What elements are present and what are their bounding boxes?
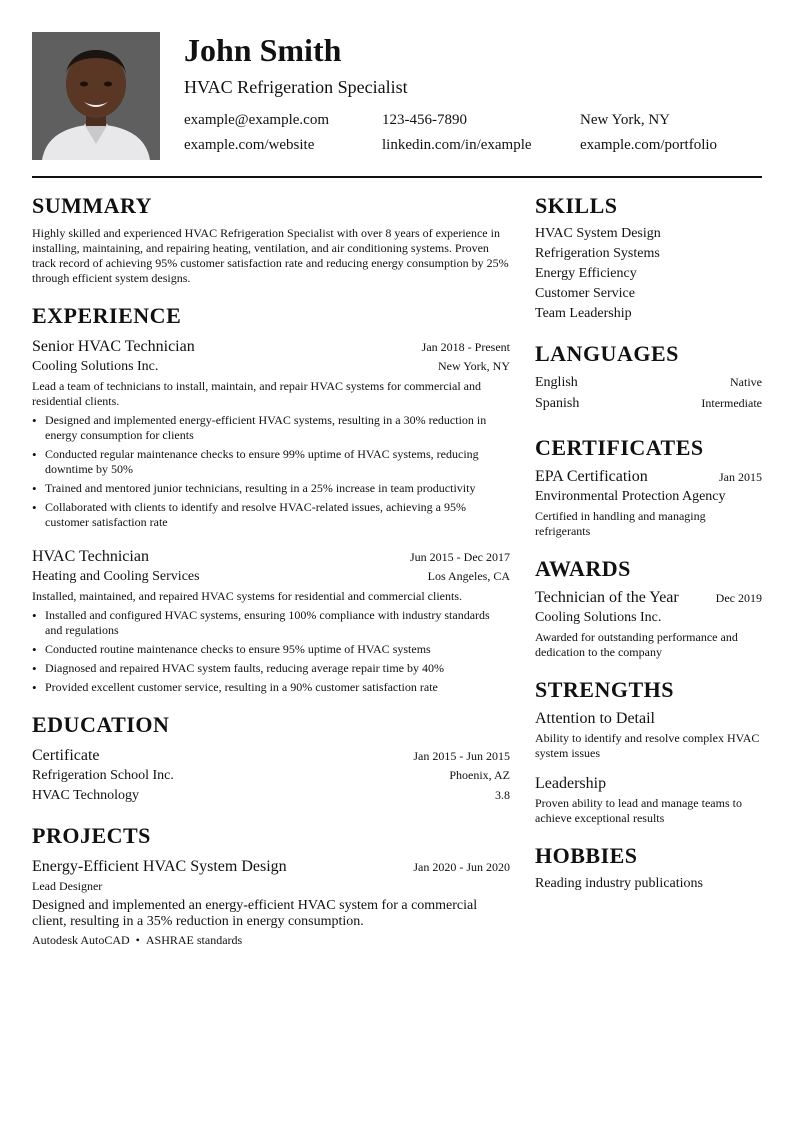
- skill-item: Customer Service: [535, 286, 635, 301]
- language-level: Native: [730, 375, 762, 389]
- contact-location: New York, NY: [580, 112, 671, 128]
- strength-description: Ability to identify and resolve complex HVAC system issues: [535, 731, 760, 760]
- summary-section: [32, 192, 510, 286]
- project-dates: Jan 2020 - Jun 2020: [413, 860, 510, 874]
- certificates-section: [535, 434, 762, 539]
- contact-website[interactable]: example.com/website: [184, 137, 315, 153]
- skills-list: [535, 224, 762, 324]
- job-entry: [32, 546, 510, 695]
- skills-section: [535, 192, 762, 324]
- section-heading: LANGUAGES: [535, 341, 679, 366]
- list-item: • Conducted routine maintenance checks to ensure 95% uptime of HVAC systems: [32, 642, 510, 657]
- hobby-item: Reading industry publications: [535, 876, 703, 891]
- language-name: English: [535, 375, 578, 390]
- section-heading: SKILLS: [535, 193, 618, 218]
- education-dates: Jan 2015 - Jun 2015: [413, 749, 510, 763]
- strengths-section: [535, 676, 762, 826]
- strength-description: Proven ability to lead and manage teams to achieve exceptional results: [535, 796, 742, 825]
- project-tool: ASHRAE standards: [145, 933, 243, 947]
- summary-text: Highly skilled and experienced HVAC Refrigeration Specialist with over 8 years of experience in installing, maintaining, and repairing heating, ventilation, and air conditioning systems. Proven track record of achieving 95% customer satisfaction rate and reducing energy consumption by 25% through efficient system designs.: [32, 226, 509, 285]
- person-portrait-icon: [32, 32, 160, 160]
- award-name: Technician of the Year: [535, 589, 679, 606]
- left-column: [32, 192, 510, 964]
- job-location: Los Angeles, CA: [427, 569, 510, 583]
- job-description: Lead a team of technicians to install, maintain, and repair HVAC systems for commercial and residential clients.: [32, 379, 481, 408]
- skill-item: Refrigeration Systems: [535, 246, 660, 261]
- section-heading: EDUCATION: [32, 712, 170, 737]
- project-description: Designed and implemented an energy-efficient HVAC system for a commercial client, resulting in a 35% reduction in energy consumption.: [32, 898, 478, 929]
- job-company: Cooling Solutions Inc.: [32, 359, 159, 374]
- strength-entry: [535, 773, 762, 826]
- education-school: Refrigeration School Inc.: [32, 768, 174, 783]
- certificate-issuer: Environmental Protection Agency: [535, 489, 726, 504]
- job-role: HVAC Technician: [32, 548, 149, 565]
- language-item: [535, 372, 762, 393]
- job-achievements: [32, 413, 510, 530]
- education-gpa: 3.8: [495, 788, 510, 802]
- contact-portfolio[interactable]: example.com/portfolio: [580, 137, 718, 153]
- strength-name: Attention to Detail: [535, 710, 655, 727]
- language-item: [535, 393, 762, 414]
- section-heading: CERTIFICATES: [535, 435, 704, 460]
- awards-section: [535, 555, 762, 660]
- contact-linkedin[interactable]: linkedin.com/in/example: [382, 137, 532, 153]
- language-name: Spanish: [535, 396, 580, 411]
- skill-item: Energy Efficiency: [535, 266, 637, 281]
- list-item: • Installed and configured HVAC systems, ensuring 100% compliance with industry standards and regulations: [32, 608, 510, 638]
- project-name: Energy-Efficient HVAC System Design: [32, 858, 287, 875]
- job-description: Installed, maintained, and repaired HVAC systems for residential and commercial clients.: [32, 589, 462, 603]
- candidate-title: HVAC Refrigeration Specialist: [184, 77, 408, 97]
- education-field: HVAC Technology: [32, 788, 140, 803]
- education-entry: [32, 745, 510, 806]
- job-company: Heating and Cooling Services: [32, 569, 200, 584]
- award-entry: [535, 587, 762, 660]
- hobbies-section: [535, 842, 762, 894]
- section-heading: PROJECTS: [32, 823, 151, 848]
- certificate-description: Certified in handling and managing refrigerants: [535, 509, 706, 538]
- hobbies-list: [535, 874, 762, 894]
- profile-photo: [32, 32, 160, 160]
- strength-name: Leadership: [535, 775, 607, 792]
- header-divider: [32, 176, 762, 178]
- award-description: Awarded for outstanding performance and dedication to the company: [535, 630, 738, 659]
- section-heading: AWARDS: [535, 556, 631, 581]
- job-dates: Jun 2015 - Dec 2017: [410, 550, 510, 564]
- certificate-date: Jan 2015: [719, 470, 762, 484]
- project-entry: [32, 856, 510, 948]
- skill-item: HVAC System Design: [535, 226, 661, 241]
- job-role: Senior HVAC Technician: [32, 338, 195, 355]
- contact-email[interactable]: example@example.com: [184, 112, 330, 128]
- project-tool: Autodesk AutoCAD: [32, 933, 130, 947]
- job-achievements: [32, 608, 510, 695]
- experience-section: [32, 302, 510, 695]
- list-item: • Designed and implemented energy-efficient HVAC systems, resulting in a 30% reduction in energy consumption for clients: [32, 413, 510, 443]
- separator-dot: •: [135, 933, 140, 947]
- contact-phone[interactable]: 123-456-7890: [382, 112, 467, 128]
- list-item: • Conducted regular maintenance checks to ensure 99% uptime of HVAC systems, reducing downtime by 50%: [32, 447, 510, 477]
- right-column: [535, 192, 762, 910]
- resume-header: [32, 32, 762, 160]
- candidate-name: John Smith: [184, 32, 342, 68]
- section-heading: EXPERIENCE: [32, 303, 182, 328]
- projects-section: [32, 822, 510, 948]
- certificate-name: EPA Certification: [535, 468, 648, 485]
- project-role: Lead Designer: [32, 879, 103, 893]
- strength-entry: [535, 708, 762, 761]
- project-tools: [32, 932, 510, 948]
- languages-section: [535, 340, 762, 414]
- award-issuer: Cooling Solutions Inc.: [535, 610, 662, 625]
- job-location: New York, NY: [437, 359, 510, 373]
- job-dates: Jan 2018 - Present: [421, 340, 510, 354]
- list-item: • Diagnosed and repaired HVAC system faults, reducing average repair time by 40%: [32, 661, 510, 676]
- list-item: • Collaborated with clients to identify and resolve HVAC-related issues, achieving a 95% customer satisfaction rate: [32, 500, 510, 530]
- education-location: Phoenix, AZ: [449, 768, 510, 782]
- skill-item: Team Leadership: [535, 306, 632, 321]
- language-level: Intermediate: [701, 396, 762, 410]
- list-item: • Trained and mentored junior technicians, resulting in a 25% increase in team productivity: [32, 481, 510, 496]
- certificate-entry: [535, 466, 762, 539]
- education-degree: Certificate: [32, 747, 100, 764]
- section-heading: STRENGTHS: [535, 677, 674, 702]
- languages-list: [535, 372, 762, 414]
- section-heading: SUMMARY: [32, 193, 153, 218]
- education-section: [32, 711, 510, 806]
- award-date: Dec 2019: [715, 591, 762, 605]
- section-heading: HOBBIES: [535, 843, 638, 868]
- job-entry: [32, 336, 510, 530]
- list-item: • Provided excellent customer service, resulting in a 90% customer satisfaction rate: [32, 680, 510, 695]
